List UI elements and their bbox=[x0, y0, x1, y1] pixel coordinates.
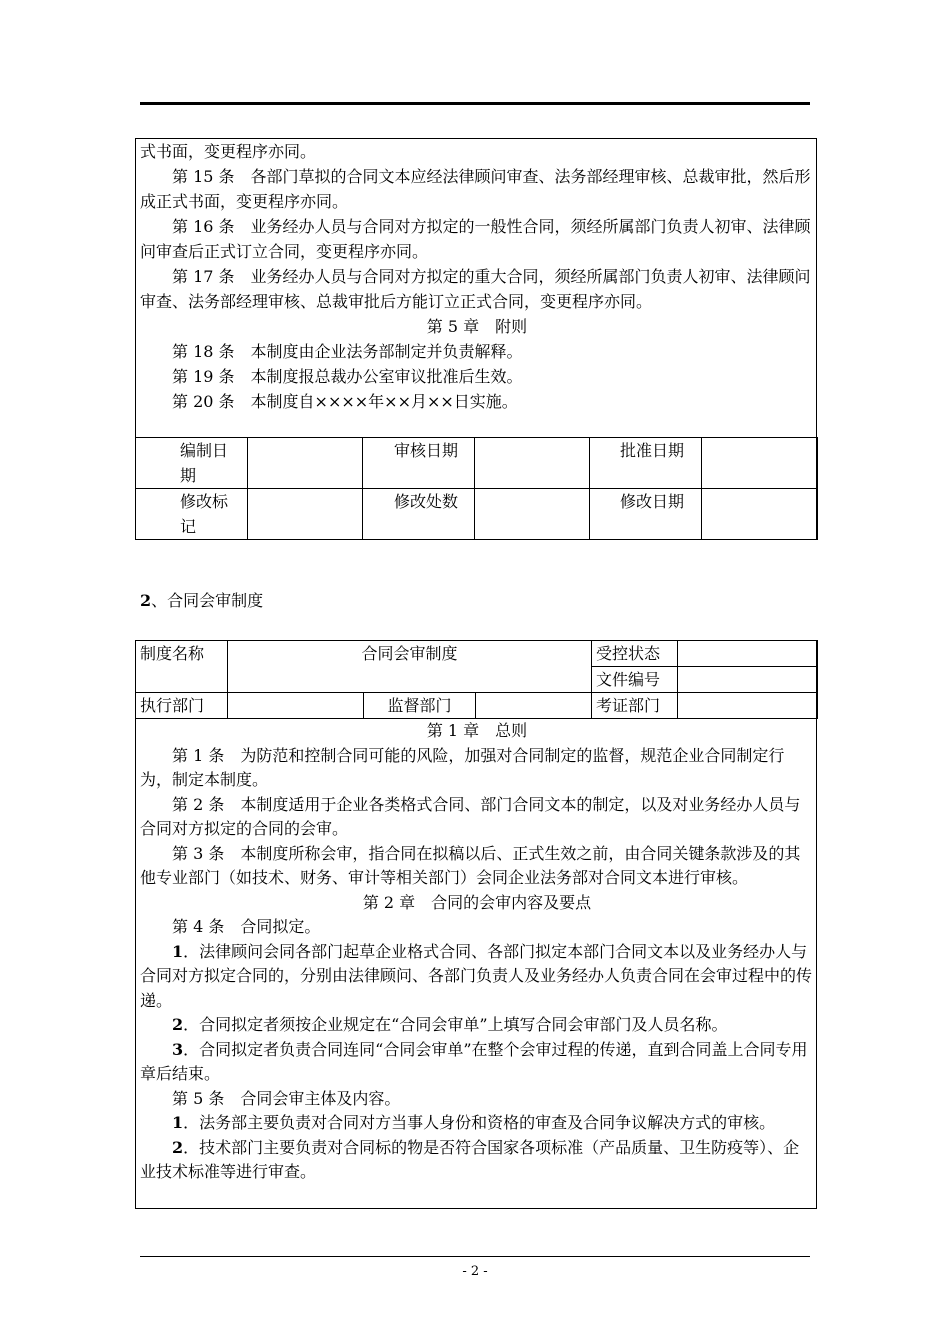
revision-mark-label: 修改标记 bbox=[136, 489, 248, 540]
section-title: 、合同会审制度 bbox=[151, 591, 264, 610]
compile-date-label: 编制日期 bbox=[136, 438, 248, 489]
item-text: ．合同拟定者负责合同连同“合同会审单”在整个会审过程的传递，直到合同盖上合同专用章后结束。 bbox=[140, 1039, 808, 1083]
signoff-table bbox=[135, 437, 818, 540]
paragraph: 式书面，变更程序亦同。 bbox=[140, 142, 317, 161]
article-4-item-2 bbox=[140, 1013, 814, 1038]
article-5-item-2 bbox=[140, 1136, 814, 1185]
chapter-1-heading: 第 1 章 总则 bbox=[426, 721, 528, 740]
article-2: 第 2 条 本制度适用于企业各类格式合同、部门合同文本的制定，以及对业务经办人员与合同对方拟定的合同的会审。 bbox=[140, 794, 801, 838]
table-row bbox=[136, 438, 818, 489]
revision-date-cell bbox=[702, 489, 818, 540]
page-number: - 2 - bbox=[462, 1264, 488, 1279]
article-4-item-1 bbox=[140, 940, 814, 1014]
item-number: 2 bbox=[172, 1015, 184, 1034]
chapter-2-heading: 第 2 章 合同的会审内容及要点 bbox=[362, 892, 592, 912]
section-number: 2 bbox=[140, 591, 152, 610]
footer-rule bbox=[140, 1256, 810, 1257]
item-text: ．法务部主要负责对合同对方当事人身份和资格的审查及合同争议解决方式的审核。 bbox=[183, 1113, 776, 1132]
article-5: 第 5 条 合同会审主体及内容。 bbox=[172, 1088, 401, 1108]
item-text: ．法律顾问会同各部门起草企业格式合同、各部门拟定本部门合同文本以及业务经办人与合同对方拟定合同的，分别由法律顾问、各部门负责人及业务经办人负责合同在会审过程中的传递。 bbox=[140, 941, 813, 1010]
article-15: 第 15 条 各部门草拟的合同文本应经法律顾问审查、法务部经理审核、总裁审批，然后形成正式书面，变更程序亦同。 bbox=[140, 167, 811, 211]
article-19: 第 19 条 本制度报总裁办公室审议批准后生效。 bbox=[172, 367, 523, 386]
control-status-cell bbox=[678, 641, 818, 667]
control-status-label: 受控状态 bbox=[592, 641, 678, 667]
article-4-item-3 bbox=[140, 1038, 814, 1087]
approve-date-label: 批准日期 bbox=[590, 438, 702, 489]
item-text: ．合同拟定者须按企业规定在“合同会审单”上填写合同会审部门及人员名称。 bbox=[183, 1015, 728, 1034]
item-number: 1 bbox=[172, 1113, 184, 1132]
table-row bbox=[136, 641, 818, 667]
chapter-5-heading bbox=[140, 314, 814, 339]
chapter-number: 第 5 章 bbox=[426, 317, 480, 336]
review-date-label: 审核日期 bbox=[363, 438, 475, 489]
contract-review-regulation-box bbox=[135, 640, 817, 1209]
file-number-cell bbox=[678, 667, 818, 693]
regulation-name-value: 合同会审制度 bbox=[228, 641, 592, 693]
supervise-dept-cell bbox=[476, 693, 592, 719]
verify-dept-cell bbox=[678, 693, 818, 719]
item-number: 2 bbox=[172, 1137, 184, 1157]
header-rule bbox=[140, 102, 810, 105]
article-18: 第 18 条 本制度由企业法务部制定并负责解释。 bbox=[172, 342, 523, 361]
article-20: 第 20 条 本制度自××××年××月××日实施。 bbox=[172, 392, 518, 411]
revision-mark-cell bbox=[248, 489, 363, 540]
table-row bbox=[136, 489, 818, 540]
regulation-continuation-box bbox=[135, 138, 817, 540]
revision-date-label: 修改日期 bbox=[590, 489, 702, 540]
revision-count-cell bbox=[475, 489, 590, 540]
verify-dept-label: 考证部门 bbox=[592, 693, 678, 719]
supervise-dept-label: 监督部门 bbox=[364, 693, 476, 719]
chapter-title: 附则 bbox=[495, 317, 528, 336]
article-4: 第 4 条 合同拟定。 bbox=[172, 917, 321, 936]
exec-dept-label: 执行部门 bbox=[136, 693, 228, 719]
regulation-continuation-text bbox=[136, 139, 816, 414]
regulation-name-label: 制度名称 bbox=[136, 641, 228, 693]
approve-date-cell bbox=[702, 438, 818, 489]
review-date-cell bbox=[475, 438, 590, 489]
table-row bbox=[136, 693, 818, 719]
article-16: 第 16 条 业务经办人员与合同对方拟定的一般性合同，须经所属部门负责人初审、法律顾问审查后正式订立合同，变更程序亦同。 bbox=[140, 217, 811, 261]
article-1: 第 1 条 为防范和控制合同可能的风险，加强对合同制定的监督，规范企业合同制定行为，制定本制度。 bbox=[140, 745, 785, 789]
article-3: 第 3 条 本制度所称会审，指合同在拟稿以后、正式生效之前，由合同关键条款涉及的其他专业部门（如技术、财务、审计等相关部门）会同企业法务部对合同文本进行审核。 bbox=[140, 843, 801, 887]
article-5-item-1 bbox=[140, 1111, 814, 1136]
item-number: 3 bbox=[172, 1039, 184, 1059]
regulation-header-table bbox=[135, 640, 818, 719]
article-17: 第 17 条 业务经办人员与合同对方拟定的重大合同，须经所属部门负责人初审、法律顾问审查、法务部经理审核、总裁审批后方能订立正式合同，变更程序亦同。 bbox=[140, 267, 811, 311]
revision-count-label: 修改处数 bbox=[363, 489, 475, 540]
regulation-body bbox=[136, 719, 816, 1185]
compile-date-cell bbox=[248, 438, 363, 489]
section-heading bbox=[140, 588, 263, 613]
item-text: ．技术部门主要负责对合同标的物是否符合国家各项标准（产品质量、卫生防疫等）、企业技术标准等进行审查。 bbox=[140, 1137, 800, 1181]
exec-dept-cell bbox=[228, 693, 364, 719]
file-number-label: 文件编号 bbox=[592, 667, 678, 693]
item-number: 1 bbox=[172, 941, 184, 961]
